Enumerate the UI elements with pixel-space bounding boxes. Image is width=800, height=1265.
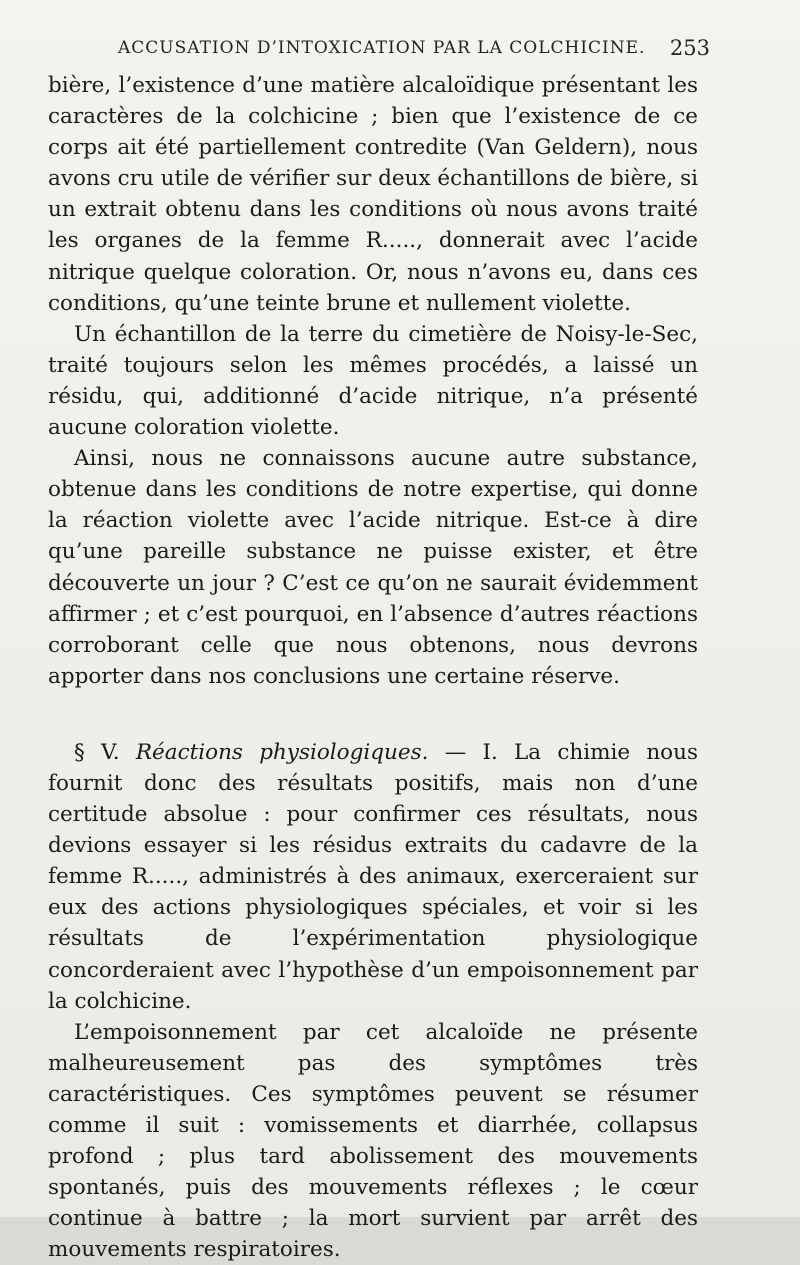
paragraph-conclusion-reserve: Ainsi, nous ne connaissons aucune autre substance, obtenue dans les conditions de notre expertise, qui donne la réaction violette avec l’acide nitrique. Est-ce à dire qu’une pareille substance ne puisse exister, et être découverte un jour ? C’est ce qu’on ne saurait évidemment affirmer ; et c’est pourquoi, en l’absence d’autres réactions corroborant celle que nous obtenons, nous devrons apporter dans nos conclusions une certaine réserve.	[48, 446, 698, 689]
section-lead-text: — I. La chimie nous fournit donc des résultats positifs, mais non d’une certitude absolue : pour confirmer ces résultats, nous devions essayer si les résidus extraits du cadavre de la femme R....., administrés à des animaux, exerceraient sur eux des actions physiologiques spéciales, et voir si les résultats de l’expérimentation physiologique concorderaient avec l’hypothèse d’un empoisonnement par la colchicine.	[48, 739, 699, 1014]
section-spacer	[48, 692, 698, 737]
running-title: ACCUSATION D’INTOXICATION PAR LA COLCHICINE.	[118, 38, 646, 58]
body-text	[48, 70, 698, 1265]
paragraph-cemetery-sample: Un échantillon de la terre du cimetière de Noisy-le-Sec, traité toujours selon les mêmes procédés, a laissé un résidu, qui, additionné d’acide nitrique, n’a présenté aucune coloration violette.	[48, 321, 698, 441]
section-number: § V.	[74, 739, 120, 765]
paragraph-continuation: bière, l’existence d’une matière alcaloïdique présentant les caractères de la colchicine ; bien que l’existence de ce corps ait été partiellement contredite (Van Geldern), nous avons cru utile de vérifier sur deux échantillons de bière, si un extrait obtenu dans les conditions où nous avons traité les organes de la femme R....., donnerait avec l’acide nitrique quelque coloration. Or, nous n’avons eu, dans ces conditions, qu’une teinte brune et nullement violette.	[48, 73, 698, 316]
paragraph-symptoms: L’empoisonnement par cet alcaloïde ne présente malheureusement pas des symptômes très caractéristiques. Ces symptômes peuvent se résumer comme il suit : vomissements et diarrhée, collapsus profond ; plus tard abolissement des mouvements spontanés, puis des mouvements réflexes ; le cœur continue à battre ; la mort survient par arrêt des mouvements respiratoires.	[48, 1019, 698, 1263]
page-number: 253	[669, 36, 710, 60]
section-physiological-reactions	[48, 737, 698, 1017]
section-title: Réactions physiologiques.	[135, 739, 429, 765]
running-head	[48, 30, 710, 66]
